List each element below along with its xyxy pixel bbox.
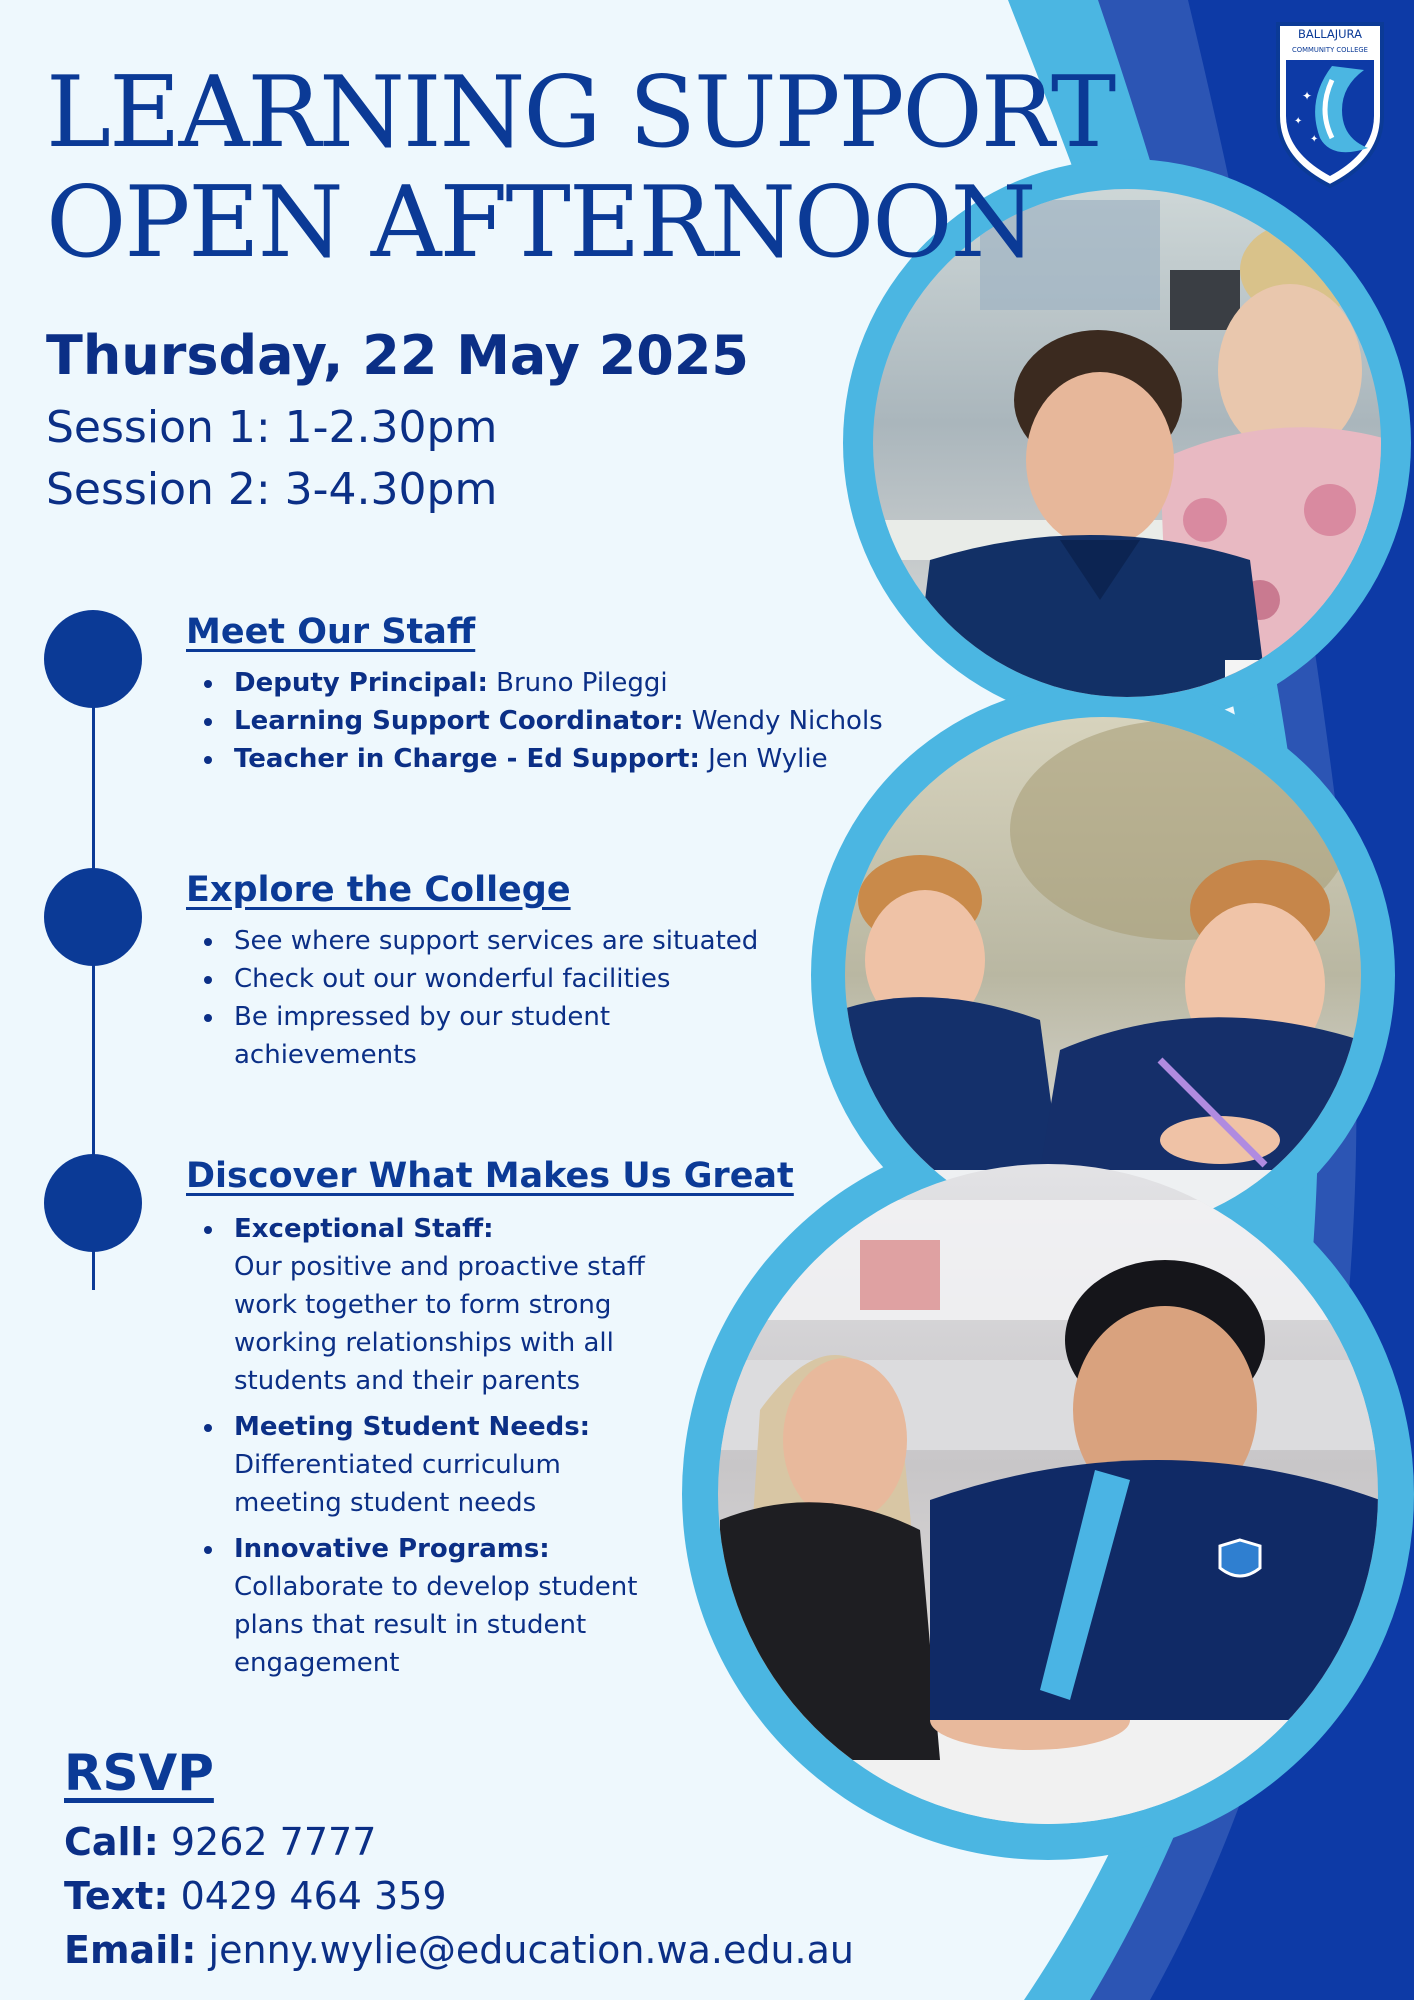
list-item: See where support services are situated — [186, 922, 806, 960]
list-item: Learning Support Coordinator: Wendy Nichols — [186, 702, 883, 740]
email-link[interactable]: jenny.wylie@education.wa.edu.au — [208, 1928, 854, 1972]
svg-text:✦: ✦ — [1310, 134, 1319, 145]
section-heading-staff: Meet Our Staff — [186, 612, 476, 652]
list-item: Meeting Student Needs: Differentiated curriculum meeting student needs — [186, 1408, 666, 1522]
timeline-dot-discover — [44, 1154, 142, 1252]
title-line-1: LEARNING SUPPORT — [46, 56, 1115, 170]
svg-text:✦: ✦ — [1294, 116, 1303, 127]
list-item: Exceptional Staff: Our positive and proactive staff work together to form strong working relationships with all students and their parents — [186, 1210, 666, 1400]
logo-name: BALLAJURA — [1298, 27, 1362, 41]
contact-text: Text: 0429 464 359 — [64, 1874, 447, 1918]
session-2: Session 2: 3-4.30pm — [46, 464, 498, 515]
list-item: Be impressed by our student achievements — [186, 998, 654, 1074]
section-heading-explore: Explore the College — [186, 870, 571, 910]
staff-list — [186, 664, 883, 778]
svg-text:✦: ✦ — [1302, 89, 1313, 103]
session-1: Session 1: 1-2.30pm — [46, 402, 498, 453]
list-item: Innovative Programs: Collaborate to develop student plans that result in student engagement — [186, 1530, 666, 1682]
discover-list — [186, 1210, 666, 1682]
explore-list — [186, 922, 806, 1074]
contact-call: Call: 9262 7777 — [64, 1820, 377, 1864]
page-title — [46, 58, 1114, 278]
phone-number[interactable]: 9262 7777 — [170, 1820, 377, 1864]
timeline-dot-explore — [44, 868, 142, 966]
list-item: Check out our wonderful facilities — [186, 960, 806, 998]
section-heading-discover: Discover What Makes Us Great — [186, 1156, 794, 1196]
title-line-2: OPEN AFTERNOON — [46, 166, 1035, 280]
logo-subtitle: COMMUNITY COLLEGE — [1292, 46, 1368, 54]
list-item: Teacher in Charge - Ed Support: Jen Wylie — [186, 740, 883, 778]
list-item: Deputy Principal: Bruno Pileggi — [186, 664, 883, 702]
timeline-dot-staff — [44, 610, 142, 708]
rsvp-heading: RSVP — [64, 1744, 214, 1802]
contact-email: Email: jenny.wylie@education.wa.edu.au — [64, 1928, 854, 1972]
event-date: Thursday, 22 May 2025 — [46, 324, 750, 387]
college-logo — [1272, 20, 1388, 190]
mobile-number[interactable]: 0429 464 359 — [180, 1874, 447, 1918]
